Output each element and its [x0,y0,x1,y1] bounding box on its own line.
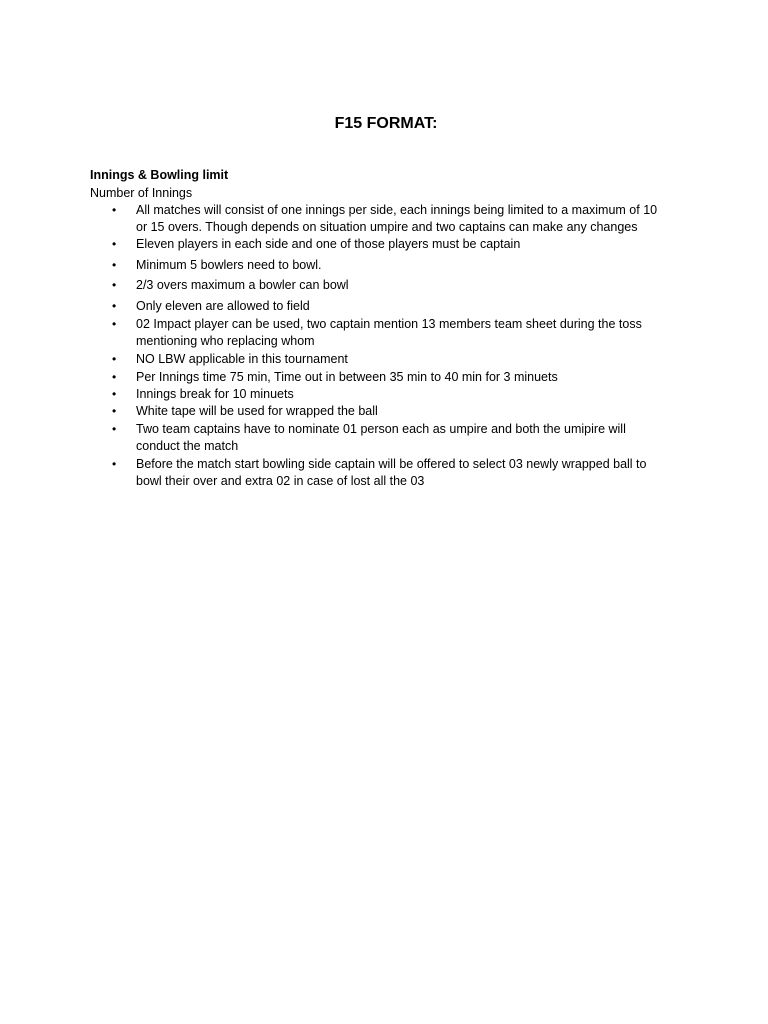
bullet-icon: • [112,370,117,384]
rule-text [136,316,672,351]
rule-line: Per Innings time 75 min, Time out in between 35 min to 40 min for 3 minuets [136,370,558,384]
section-subheading: Number of Innings [90,186,193,200]
rule-line: Only eleven are allowed to field [136,299,310,313]
rule-line: Minimum 5 bowlers need to bowl. [136,258,322,272]
bullet-icon: • [112,457,117,471]
rule-line: 2/3 overs maximum a bowler can bowl [136,278,349,292]
rule-text [136,369,672,386]
rule-line: NO LBW applicable in this tournament [136,352,348,366]
bullet-icon: • [112,422,117,436]
rule-text [136,298,672,315]
rule-line: Two team captains have to nominate 01 person each as umpire and both the umipire will [136,422,626,436]
rule-text [136,257,672,274]
rule-text [136,351,672,368]
bullet-icon: • [112,352,117,366]
rule-text [136,403,672,420]
bullet-icon: • [112,387,117,401]
rule-text [136,421,672,456]
rule-text [136,386,672,403]
rule-line: bowl their over and extra 02 in case of lost all the 03 [136,474,425,489]
bullet-icon: • [112,237,117,251]
bullet-icon: • [112,278,117,292]
rule-text [136,277,672,294]
rule-line: mentioning who replacing whom [136,334,315,349]
bullet-icon: • [112,258,117,272]
rule-text [136,202,672,237]
rule-line: conduct the match [136,439,239,454]
bullet-icon: • [112,317,117,331]
bullet-icon: • [112,203,117,217]
rule-line: All matches will consist of one innings per side, each innings being limited to a maximum of 10 [136,203,658,217]
bullet-icon: • [112,404,117,418]
rule-line: White tape will be used for wrapped the ball [136,404,378,418]
bullet-icon: • [112,299,117,313]
rule-line: 02 Impact player can be used, two captain mention 13 members team sheet during the toss [136,317,642,331]
rule-line: Innings break for 10 minuets [136,387,294,401]
rule-line: Before the match start bowling side captain will be offered to select 03 newly wrapped ball to [136,457,647,471]
rule-line: or 15 overs. Though depends on situation umpire and two captains can make any changes [136,220,638,235]
rule-line: Eleven players in each side and one of those players must be captain [136,237,521,251]
rule-text [136,456,672,491]
section-heading: Innings & Bowling limit [90,168,229,182]
rule-text [136,236,672,253]
document-title: F15 FORMAT: [334,115,438,132]
